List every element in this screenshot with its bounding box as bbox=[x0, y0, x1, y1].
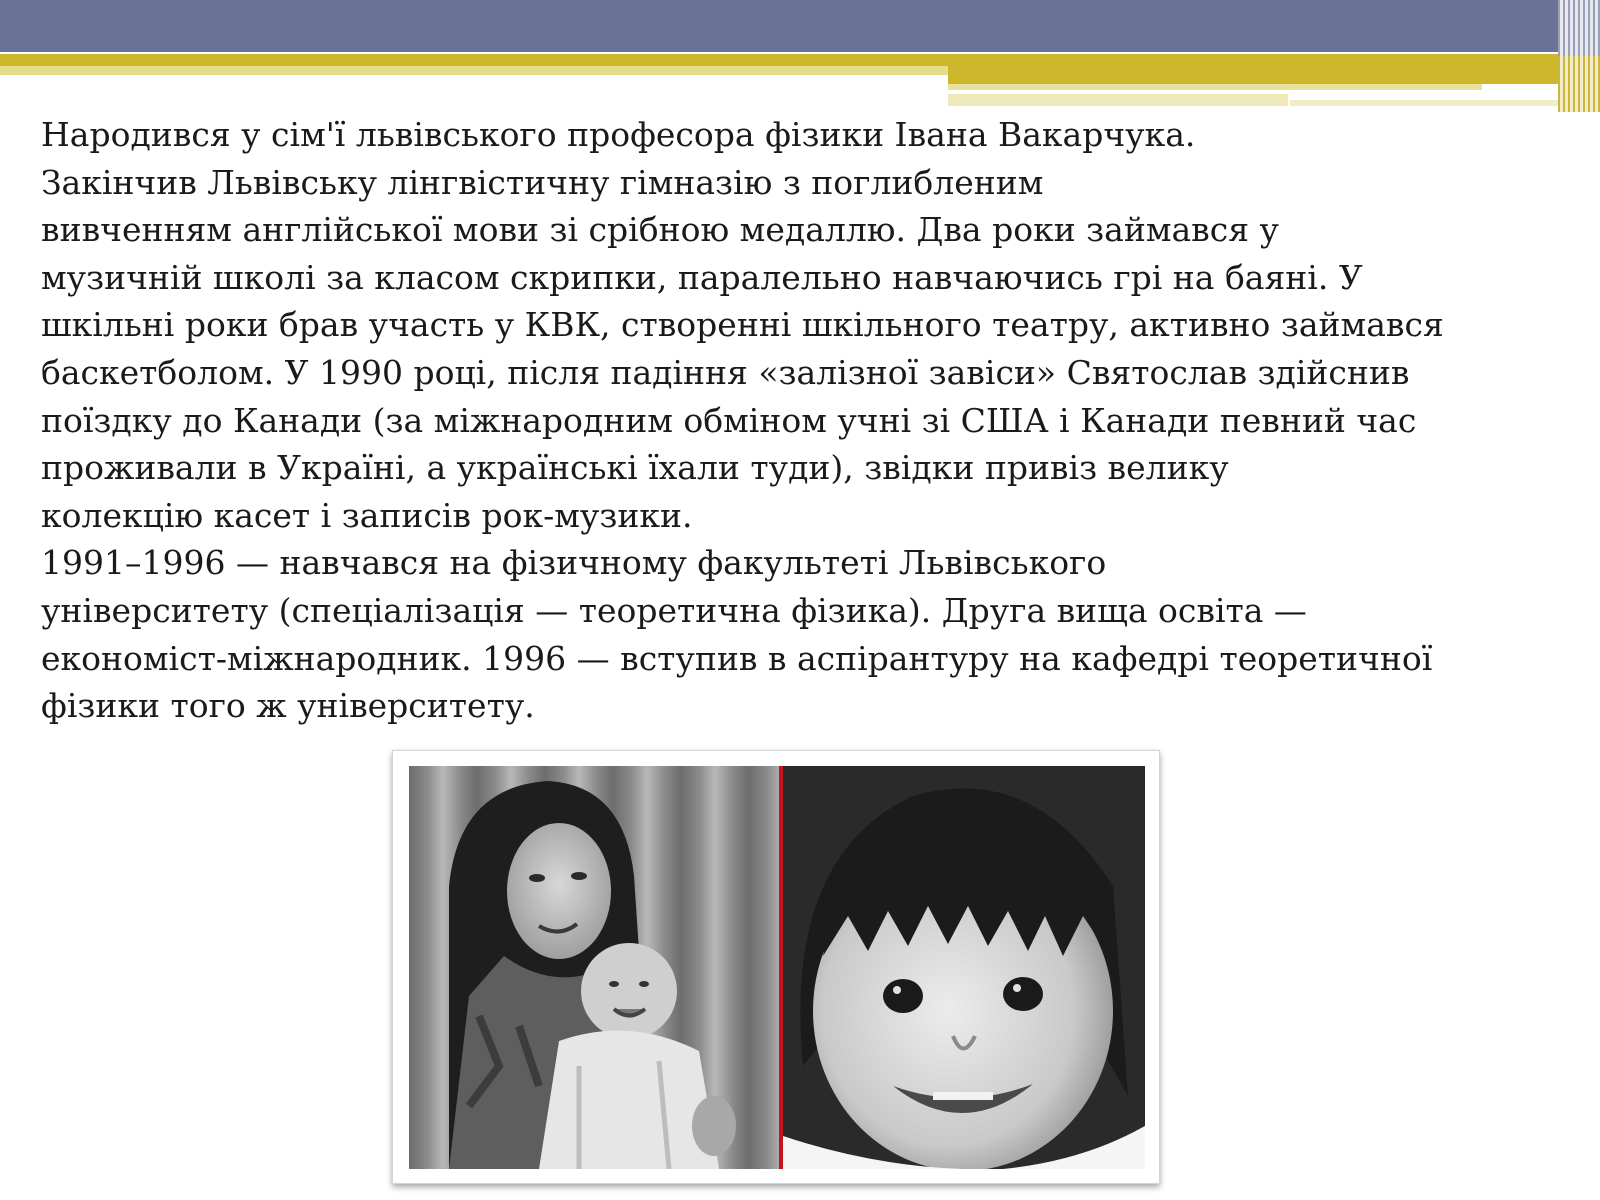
body-line: баскетболом. У 1990 році, після падіння «залізної завіси» Святослав здійснив bbox=[41, 352, 1410, 392]
body-line: фізики того ж університету. bbox=[41, 686, 535, 726]
childhood-photo bbox=[392, 750, 1160, 1184]
header-bar-gold-right bbox=[948, 66, 1558, 84]
mother-baby-illustration bbox=[409, 766, 779, 1169]
photo-child-portrait bbox=[783, 766, 1145, 1169]
body-line: шкільні роки брав участь у КВК, створенні шкільного театру, активно займався bbox=[41, 305, 1444, 345]
body-line: колекцію касет і записів рок-музики. bbox=[41, 495, 693, 535]
body-line: економіст-міжнародник. 1996 — вступив в аспірантуру на кафедрі теоретичної bbox=[41, 638, 1433, 678]
header-bar-gold bbox=[0, 54, 1558, 66]
header-vertical-stripes-gold bbox=[1558, 56, 1600, 112]
body-line: поїздку до Канади (за міжнародним обміном учні зі США і Канади певний час bbox=[41, 400, 1417, 440]
body-line: вивченням англійської мови зі срібною медаллю. Два роки займався у bbox=[41, 210, 1279, 250]
photo-image bbox=[409, 766, 1145, 1169]
body-line: музичній школі за класом скрипки, паралельно навчаючись грі на баяні. У bbox=[41, 257, 1363, 297]
header-bar-blue bbox=[0, 0, 1558, 52]
body-line: 1991–1996 — навчався на фізичному факультеті Львівського bbox=[41, 543, 1107, 583]
body-line: Народився у сім'ї львівського професора фізики Івана Вакарчука. bbox=[41, 115, 1196, 154]
slide-body-text bbox=[41, 111, 1571, 730]
child-portrait-illustration bbox=[783, 766, 1145, 1169]
body-line: Закінчив Львівську лінгвістичну гімназію з поглибленим bbox=[41, 162, 1044, 202]
body-line: університету (спеціалізація — теоретична фізика). Друга вища освіта — bbox=[41, 590, 1307, 630]
header-bar-gold-pale-right bbox=[1290, 100, 1558, 106]
header-bar-gold-light bbox=[0, 66, 950, 75]
photo-mother-with-baby bbox=[409, 766, 779, 1169]
body-line: проживали в Україні, а українські їхали туди), звідки привіз велику bbox=[41, 448, 1229, 488]
header-bar-gold-thin bbox=[948, 84, 1482, 90]
header-bar-gold-pale bbox=[948, 94, 1288, 106]
